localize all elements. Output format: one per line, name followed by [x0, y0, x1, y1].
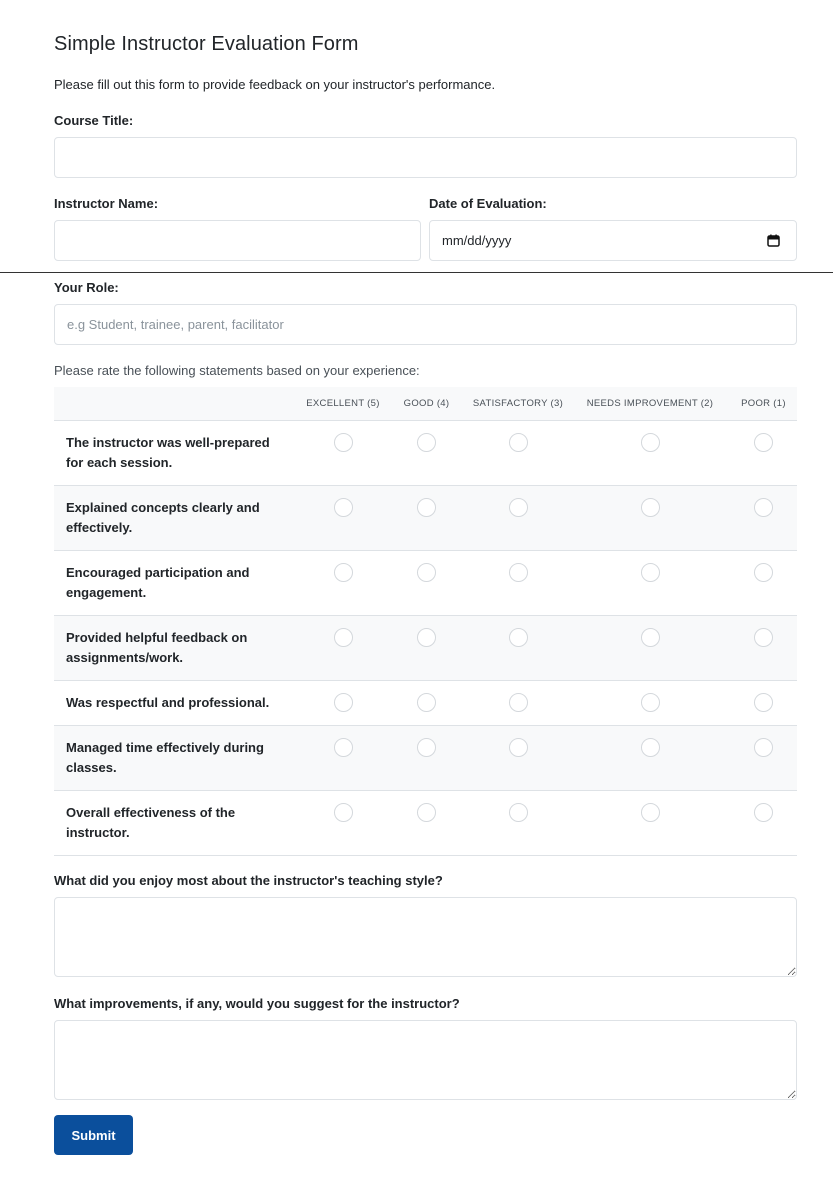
rating-radio-needs-improvement[interactable] — [641, 563, 660, 582]
statement-text: Encouraged participation and engagement. — [54, 550, 299, 615]
improve-question-label: What improvements, if any, would you suggest for the instructor? — [54, 996, 460, 1011]
rating-radio-needs-improvement[interactable] — [641, 628, 660, 647]
statement-text: Overall effectiveness of the instructor. — [54, 790, 299, 855]
statement-column-header — [54, 387, 299, 420]
rating-radio-satisfactory[interactable] — [509, 628, 528, 647]
date-value: mm/dd/yyyy — [442, 233, 512, 248]
submit-button[interactable]: Submit — [54, 1115, 133, 1155]
rating-radio-poor[interactable] — [754, 498, 773, 517]
statement-text: Managed time effectively during classes. — [54, 725, 299, 790]
role-label: Your Role: — [54, 280, 119, 295]
rating-radio-excellent[interactable] — [334, 738, 353, 757]
date-label: Date of Evaluation: — [429, 196, 547, 211]
rating-radio-excellent[interactable] — [334, 628, 353, 647]
statement-text: The instructor was well-prepared for each session. — [54, 420, 299, 485]
enjoy-textarea[interactable] — [54, 897, 797, 977]
rating-intro: Please rate the following statements based on your experience: — [54, 363, 420, 378]
table-row — [54, 615, 797, 680]
rating-radio-satisfactory[interactable] — [509, 563, 528, 582]
course-title-input[interactable] — [54, 137, 797, 178]
table-row — [54, 550, 797, 615]
rating-radio-good[interactable] — [417, 693, 436, 712]
rating-radio-satisfactory[interactable] — [509, 738, 528, 757]
rating-radio-poor[interactable] — [754, 563, 773, 582]
rating-radio-poor[interactable] — [754, 693, 773, 712]
rating-radio-poor[interactable] — [754, 803, 773, 822]
rating-radio-good[interactable] — [417, 803, 436, 822]
course-title-label: Course Title: — [54, 113, 134, 128]
table-row — [54, 485, 797, 550]
role-input[interactable] — [54, 304, 797, 345]
calendar-icon[interactable] — [767, 234, 780, 247]
rating-radio-excellent[interactable] — [334, 803, 353, 822]
instructor-name-input[interactable] — [54, 220, 421, 261]
rating-radio-needs-improvement[interactable] — [641, 803, 660, 822]
table-row — [54, 790, 797, 855]
rating-radio-good[interactable] — [417, 433, 436, 452]
column-header: EXCELLENT (5) — [299, 387, 387, 420]
column-header: NEEDS IMPROVEMENT (2) — [570, 387, 730, 420]
rating-radio-satisfactory[interactable] — [509, 433, 528, 452]
rating-radio-poor[interactable] — [754, 433, 773, 452]
table-row — [54, 680, 797, 725]
enjoy-question-label: What did you enjoy most about the instructor's teaching style? — [54, 873, 443, 888]
rating-radio-poor[interactable] — [754, 628, 773, 647]
improve-textarea[interactable] — [54, 1020, 797, 1100]
statement-text: Explained concepts clearly and effectively. — [54, 485, 299, 550]
rating-radio-good[interactable] — [417, 628, 436, 647]
date-input[interactable] — [429, 220, 797, 261]
rating-radio-excellent[interactable] — [334, 563, 353, 582]
rating-radio-satisfactory[interactable] — [509, 803, 528, 822]
table-row — [54, 420, 797, 485]
rating-radio-excellent[interactable] — [334, 433, 353, 452]
rating-radio-needs-improvement[interactable] — [641, 433, 660, 452]
rating-radio-satisfactory[interactable] — [509, 693, 528, 712]
statement-text: Was respectful and professional. — [54, 680, 299, 725]
page-title: Simple Instructor Evaluation Form — [54, 33, 359, 55]
rating-radio-needs-improvement[interactable] — [641, 498, 660, 517]
divider — [0, 272, 833, 273]
column-header: GOOD (4) — [387, 387, 466, 420]
statement-text: Provided helpful feedback on assignments/work. — [54, 615, 299, 680]
rating-radio-good[interactable] — [417, 498, 436, 517]
table-row — [54, 725, 797, 790]
rating-radio-needs-improvement[interactable] — [641, 693, 660, 712]
rating-radio-excellent[interactable] — [334, 498, 353, 517]
column-header: POOR (1) — [730, 387, 797, 420]
rating-header-row — [54, 387, 797, 420]
rating-radio-good[interactable] — [417, 738, 436, 757]
rating-table — [54, 387, 797, 856]
rating-radio-needs-improvement[interactable] — [641, 738, 660, 757]
rating-radio-poor[interactable] — [754, 738, 773, 757]
rating-radio-good[interactable] — [417, 563, 436, 582]
form-intro: Please fill out this form to provide feedback on your instructor's performance. — [54, 77, 496, 92]
column-header: SATISFACTORY (3) — [466, 387, 570, 420]
instructor-name-label: Instructor Name: — [54, 196, 159, 211]
rating-radio-excellent[interactable] — [334, 693, 353, 712]
rating-radio-satisfactory[interactable] — [509, 498, 528, 517]
